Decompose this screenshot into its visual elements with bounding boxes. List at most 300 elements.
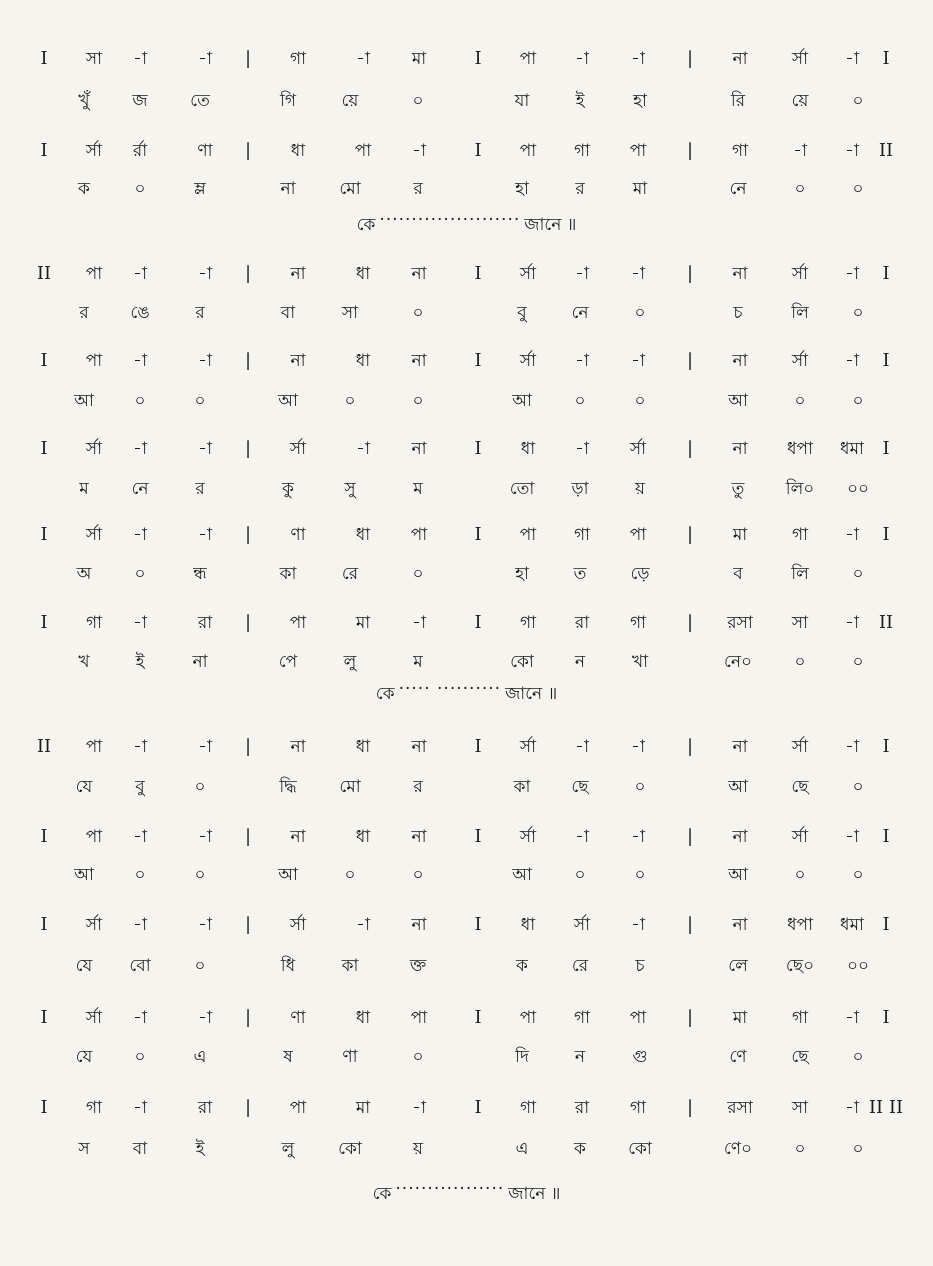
lyric-token: কো [510, 652, 534, 672]
lyric-token: ড়ে [630, 564, 650, 584]
lyric-token: ০ [852, 1139, 864, 1159]
note-token: না [411, 264, 427, 284]
lyric-token: তে [190, 91, 210, 111]
lyric-token: ম [413, 652, 423, 672]
note-token: -া [845, 827, 859, 847]
note-token: র্সা [85, 439, 103, 459]
note-token: গা [519, 613, 537, 633]
refrain-dots: ····· ·········· [398, 679, 502, 699]
barline: | [244, 736, 252, 757]
lyric-token: ধি [280, 956, 296, 976]
barline: | [686, 1097, 694, 1118]
note-token: গা [85, 613, 103, 633]
note-token: মা [355, 1098, 371, 1118]
lyric-token: ০০ [846, 479, 870, 499]
note-token: ধমা [840, 915, 864, 935]
barline: II [36, 263, 52, 284]
barline: I [882, 350, 890, 371]
barline: I [882, 1007, 890, 1028]
lyric-token: ০ [344, 391, 356, 411]
note-token: ধমা [840, 439, 864, 459]
lyric-token: তু [731, 479, 745, 499]
barline: I [882, 438, 890, 459]
lyric-token: ০ [794, 1139, 806, 1159]
lyric-token: চ [635, 956, 645, 976]
lyric-token: খ [78, 652, 90, 672]
lyric-token: কো [338, 1139, 362, 1159]
lyric-token: ই [575, 91, 585, 111]
lyric-token: কো [628, 1139, 652, 1159]
lyric-token: ক [78, 179, 90, 199]
refrain-start: কে [375, 684, 395, 704]
lyric-token: র [413, 179, 423, 199]
note-token: রা [574, 1098, 590, 1118]
note-token: ধা [355, 1008, 371, 1028]
notation-row [0, 350, 933, 390]
lyric-token: ণে০ [723, 1139, 753, 1159]
lyric-token: ছে০ [785, 956, 815, 976]
note-token: ধা [355, 264, 371, 284]
barline: | [686, 1007, 694, 1028]
lyric-token: ০ [634, 303, 646, 323]
note-token: পা [289, 613, 307, 633]
lyric-token: সু [344, 479, 356, 499]
note-token: রা [197, 1098, 213, 1118]
barline: I [40, 914, 48, 935]
lyric-token: ০ [794, 652, 806, 672]
note-token: -া [133, 49, 147, 69]
barline: II [878, 612, 894, 633]
note-token: না [411, 351, 427, 371]
note-token: না [411, 439, 427, 459]
lyric-token: কা [341, 956, 359, 976]
note-token: -া [133, 439, 147, 459]
note-token: না [732, 49, 748, 69]
note-token: র্সা [85, 1008, 103, 1028]
note-token: র্সা [289, 915, 307, 935]
lyric-token: ষ [283, 1047, 293, 1067]
barline: I [882, 48, 890, 69]
lyric-token: ম [79, 479, 89, 499]
lyric-token: বু [135, 777, 145, 797]
note-token: -া [198, 264, 212, 284]
lyric-token: ০ [134, 865, 146, 885]
lyric-token: লি [791, 303, 809, 323]
barline: | [686, 524, 694, 545]
lyric-token: য় [634, 479, 646, 499]
note-token: -া [845, 351, 859, 371]
note-token: -া [133, 1008, 147, 1028]
barline: | [244, 1007, 252, 1028]
note-token: -া [412, 141, 426, 161]
lyric-token: ০ [634, 865, 646, 885]
lyric-token: ০ [134, 1047, 146, 1067]
lyric-token: ০ [194, 777, 206, 797]
lyric-token: ০ [344, 865, 356, 885]
barline: I [40, 48, 48, 69]
lyric-token: আ [512, 865, 532, 885]
lyric-token: য়ে [791, 91, 809, 111]
lyric-token: চ [733, 303, 743, 323]
note-token: পা [519, 49, 537, 69]
lyric-token: এ [193, 1047, 207, 1067]
barline: | [244, 350, 252, 371]
lyric-token: ০ [852, 865, 864, 885]
note-token: পা [410, 525, 428, 545]
lyric-token: জ [132, 91, 148, 111]
lyric-token: র [79, 303, 89, 323]
lyric-token: আ [728, 777, 748, 797]
note-token: -া [845, 49, 859, 69]
note-token: রা [574, 613, 590, 633]
refrain-line [0, 210, 933, 236]
note-token: গা [289, 49, 307, 69]
lyric-token: ম [413, 479, 423, 499]
barline: I [40, 140, 48, 161]
note-token: র্সা [629, 439, 647, 459]
lyric-token: তো [509, 479, 535, 499]
barline: I [474, 263, 482, 284]
refrain-line [0, 679, 933, 705]
note-token: -া [198, 737, 212, 757]
lyric-token: পে [278, 652, 298, 672]
lyric-token: ০ [852, 179, 864, 199]
note-token: গা [791, 1008, 809, 1028]
note-token: না [732, 439, 748, 459]
lyric-token: কু [282, 479, 294, 499]
lyric-row [0, 563, 933, 603]
lyric-token: র [195, 303, 205, 323]
note-token: -া [133, 264, 147, 284]
note-token: -া [575, 351, 589, 371]
lyric-token: মো [339, 179, 361, 199]
lyric-token: যা [514, 91, 530, 111]
note-token: -া [845, 613, 859, 633]
lyric-token: ০ [412, 1047, 424, 1067]
lyric-token: ০ [134, 179, 146, 199]
lyric-row [0, 776, 933, 816]
lyric-token: মো [339, 777, 361, 797]
lyric-token: ০ [794, 179, 806, 199]
note-token: -া [845, 1098, 859, 1118]
lyric-row [0, 302, 933, 342]
note-token: না [732, 827, 748, 847]
lyric-token: বু [517, 303, 527, 323]
note-token: পা [519, 525, 537, 545]
note-token: সা [85, 49, 103, 69]
lyric-token: না [280, 179, 296, 199]
lyric-token: র [413, 777, 423, 797]
lyric-token: ০ [412, 91, 424, 111]
lyric-token: দি [515, 1047, 529, 1067]
lyric-token: ড়া [571, 479, 589, 499]
note-token: ধা [355, 351, 371, 371]
lyric-token: ০ [852, 91, 864, 111]
note-token: না [411, 737, 427, 757]
notation-row [0, 914, 933, 954]
note-token: না [290, 264, 306, 284]
note-token: -া [198, 1008, 212, 1028]
note-token: -া [198, 351, 212, 371]
lyric-token: স [78, 1139, 90, 1159]
lyric-token: গি [279, 91, 297, 111]
lyric-token: ক [516, 956, 528, 976]
note-token: -া [356, 49, 370, 69]
lyric-token: ০ [412, 564, 424, 584]
lyric-token: এ [515, 1139, 529, 1159]
note-token: -া [793, 141, 807, 161]
refrain-dots: ······················ [379, 210, 521, 230]
note-token: সা [791, 613, 809, 633]
note-token: না [411, 915, 427, 935]
note-token: -া [412, 613, 426, 633]
note-token: -া [412, 1098, 426, 1118]
note-token: -া [356, 439, 370, 459]
notation-row [0, 263, 933, 303]
lyric-row [0, 390, 933, 430]
barline: I [474, 826, 482, 847]
note-token: -া [133, 737, 147, 757]
note-token: পা [629, 141, 647, 161]
barline: I [882, 826, 890, 847]
note-token: -া [845, 141, 859, 161]
lyric-token: র [195, 479, 205, 499]
barline: I [882, 263, 890, 284]
barline: | [686, 736, 694, 757]
note-token: গা [519, 1098, 537, 1118]
lyric-token: ০ [634, 777, 646, 797]
note-token: র্সা [85, 141, 103, 161]
barline: I [474, 1097, 482, 1118]
lyric-token: ০ [194, 865, 206, 885]
note-token: মা [732, 1008, 748, 1028]
note-token: গা [85, 1098, 103, 1118]
note-token: পা [519, 1008, 537, 1028]
lyric-token: রে [571, 956, 589, 976]
note-token: ধপা [787, 915, 813, 935]
lyric-token: মা [632, 179, 648, 199]
note-token: -া [631, 49, 645, 69]
lyric-token: লে [728, 956, 748, 976]
barline: I [40, 612, 48, 633]
lyric-token: য় [412, 1139, 424, 1159]
barline: I [474, 140, 482, 161]
note-token: -া [133, 525, 147, 545]
lyric-token: আ [278, 391, 298, 411]
note-token: গা [573, 141, 591, 161]
barline: II [36, 736, 52, 757]
lyric-token: ০ [194, 391, 206, 411]
barline: | [686, 48, 694, 69]
barline: I [40, 438, 48, 459]
note-token: -া [133, 613, 147, 633]
notation-row [0, 524, 933, 564]
lyric-token: বা [132, 1139, 148, 1159]
note-token: পা [85, 264, 103, 284]
note-token: -া [631, 827, 645, 847]
lyric-token: আ [278, 865, 298, 885]
note-token: -া [631, 737, 645, 757]
note-token: গা [629, 613, 647, 633]
lyric-token: আ [728, 865, 748, 885]
lyric-token: সা [341, 303, 359, 323]
lyric-token: ছে [791, 777, 809, 797]
lyric-token: আ [512, 391, 532, 411]
note-token: না [732, 264, 748, 284]
note-token: পা [629, 525, 647, 545]
lyric-token: খুঁ [78, 91, 90, 111]
lyric-token: বা [280, 303, 296, 323]
barline: I [40, 524, 48, 545]
barline: II II [868, 1097, 904, 1118]
note-token: -া [631, 915, 645, 935]
note-token: -া [133, 827, 147, 847]
barline: I [40, 1007, 48, 1028]
barline: II [878, 140, 894, 161]
note-token: রসা [727, 613, 753, 633]
lyric-token: ন [574, 652, 586, 672]
note-token: -া [845, 737, 859, 757]
barline: | [244, 826, 252, 847]
note-token: র্সা [85, 915, 103, 935]
lyric-token: ন্ধ [193, 564, 207, 584]
barline: I [474, 438, 482, 459]
lyric-token: ক [574, 1139, 586, 1159]
lyric-token: ০ [852, 652, 864, 672]
barline: | [244, 140, 252, 161]
note-token: না [732, 351, 748, 371]
lyric-token: যে [75, 956, 93, 976]
lyric-token: ০ [134, 391, 146, 411]
lyric-token: ক্ত [409, 956, 427, 976]
lyric-token: নে০ [723, 652, 753, 672]
lyric-token: রে [341, 564, 359, 584]
note-token: ধা [520, 439, 536, 459]
refrain-dots: ················· [395, 1179, 505, 1199]
barline: | [244, 1097, 252, 1118]
barline: | [686, 350, 694, 371]
lyric-token: র [575, 179, 585, 199]
note-token: র্সা [573, 915, 591, 935]
note-token: র্সা [791, 827, 809, 847]
notation-row [0, 612, 933, 652]
note-token: -া [356, 915, 370, 935]
lyric-row [0, 864, 933, 904]
lyric-token: হা [633, 91, 647, 111]
note-token: না [290, 737, 306, 757]
lyric-token: ০ [852, 303, 864, 323]
note-token: -া [631, 351, 645, 371]
note-token: মা [355, 613, 371, 633]
barline: I [882, 736, 890, 757]
lyric-row [0, 1138, 933, 1178]
refrain-line [0, 1179, 933, 1205]
note-token: -া [575, 49, 589, 69]
lyric-token: ন [574, 1047, 586, 1067]
note-token: ধা [520, 915, 536, 935]
note-token: গা [791, 525, 809, 545]
barline: | [686, 140, 694, 161]
lyric-token: লু [343, 652, 357, 672]
note-token: র্সা [519, 737, 537, 757]
barline: I [474, 612, 482, 633]
barline: I [474, 48, 482, 69]
note-token: ধপা [787, 439, 813, 459]
note-token: -া [845, 264, 859, 284]
note-token: পা [85, 827, 103, 847]
note-token: -া [631, 264, 645, 284]
note-token: না [290, 827, 306, 847]
lyric-token: গু [632, 1047, 648, 1067]
note-token: র্সা [289, 439, 307, 459]
lyric-token: ০ [794, 391, 806, 411]
barline: | [244, 263, 252, 284]
notation-row [0, 826, 933, 866]
note-token: র্সা [791, 49, 809, 69]
note-token: -া [198, 439, 212, 459]
note-token: ধা [355, 525, 371, 545]
barline: I [474, 1007, 482, 1028]
notation-row [0, 48, 933, 88]
note-token: পা [289, 1098, 307, 1118]
note-token: ধা [290, 141, 306, 161]
lyric-token: ছে [571, 777, 589, 797]
note-token: মা [411, 49, 427, 69]
lyric-token: ০ [412, 391, 424, 411]
lyric-token: য়ে [341, 91, 359, 111]
lyric-token: লি [791, 564, 809, 584]
refrain-end: জানে ॥ [505, 684, 558, 704]
barline: I [40, 826, 48, 847]
notation-row [0, 1097, 933, 1137]
note-token: না [411, 827, 427, 847]
note-token: পা [629, 1008, 647, 1028]
note-token: র্সা [519, 827, 537, 847]
lyric-token: হা [515, 564, 529, 584]
note-token: র্রা [132, 141, 148, 161]
barline: I [882, 524, 890, 545]
note-token: র্সা [791, 737, 809, 757]
lyric-token: ০ [194, 956, 206, 976]
notation-row [0, 736, 933, 776]
barline: I [474, 350, 482, 371]
note-token: -া [133, 351, 147, 371]
note-token: রসা [727, 1098, 753, 1118]
lyric-token: দ্ধি [279, 777, 297, 797]
note-token: -া [198, 49, 212, 69]
note-token: না [732, 737, 748, 757]
note-token: -া [575, 264, 589, 284]
note-token: পা [519, 141, 537, 161]
note-token: ণা [290, 525, 306, 545]
lyric-token: কা [279, 564, 297, 584]
lyric-token: যে [75, 1047, 93, 1067]
note-token: গা [629, 1098, 647, 1118]
lyric-token: না [192, 652, 208, 672]
note-token: ণা [290, 1008, 306, 1028]
lyric-token: ০ [794, 865, 806, 885]
lyric-token: ণা [342, 1047, 358, 1067]
barline: I [474, 914, 482, 935]
lyric-token: লু [281, 1139, 295, 1159]
lyric-token: নে [571, 303, 589, 323]
lyric-token: ণে [729, 1047, 747, 1067]
barline: | [686, 826, 694, 847]
note-token: -া [133, 1098, 147, 1118]
lyric-token: ছে [791, 1047, 809, 1067]
note-token: সা [791, 1098, 809, 1118]
lyric-token: ০ [852, 391, 864, 411]
